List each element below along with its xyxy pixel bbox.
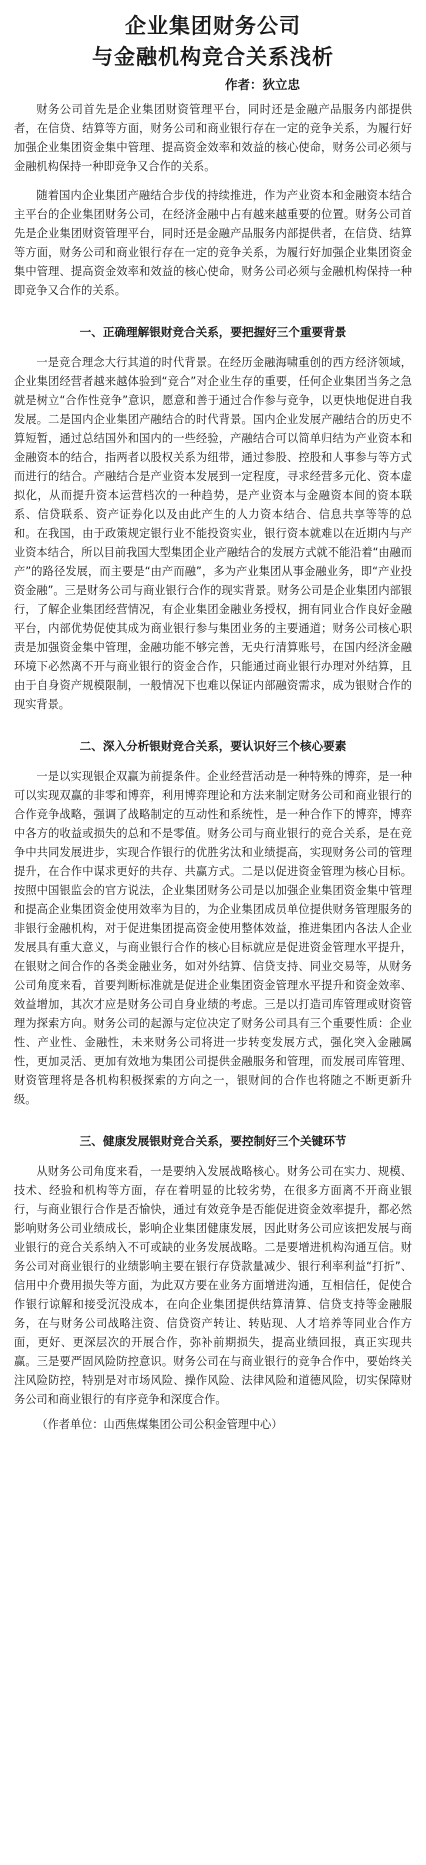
- abstract-paragraph: 财务公司首先是企业集团财资管理平台，同时还是金融产品服务内部提供者，在信贷、结算等方面，财务公司和商业银行存在一定的竞争关系，为履行好加强企业集团资金集中管理、提高资金效率和效益的核心使命，财务公司必须与金融机构保持一种即竞争又合作的关系。: [14, 103, 412, 173]
- section-1-heading: 一、正确理解银财竞合关系，要把握好三个重要背景: [79, 325, 347, 339]
- heading-gap: [14, 757, 412, 767]
- section-3-body: 从财务公司角度来看，一是要纳入发展战略核心。财务公司在实力、规模、技术、经验和机构等方面，存在着明显的比较劣势，在很多方面离不开商业银行，与商业银行合作是否愉快，通过有效竞争是否能促进资金效率提升，都必然影响财务公司业绩成长，影响企业集团健康发展，因此财务公司应该把发展与商业银行的竞合关系纳入不可或缺的业务发展战略。二是要增进机构沟通互信。财务公司对商业银行的业绩影响主要在银行存贷款量减少、银行利率利益“打折”、信用中介费用损失等方面，为此双方要在业务方面增进沟通，互相信任，促使合作银行谅解和接受沉没成本，在向企业集团提供结算清算、信贷支持等金融服务，在与财务公司战略注资、信贷资产转让、转贴现、人才培养等同业合作方面，更好、更深层次的开展合作，弥补前期损失，提高业绩回报，真正实现共赢。三是要严固风险防控意识。财务公司在与商业银行的竞争合作中，要始终关注风险防控，特别是对市场风险、操作风险、法律风险和道德风险，切实保障财务公司和商业银行的有序竞争和深度合作。: [14, 1165, 412, 1406]
- section-gap: [14, 300, 412, 322]
- article-title-line-2: 与金融机构竞合关系浅析: [92, 44, 334, 69]
- section-gap: [14, 714, 412, 736]
- section-3-heading: 三、健康发展银财竞合关系，要控制好三个关键环节: [79, 1134, 347, 1148]
- article-title-line-1: 企业集团财务公司: [125, 13, 301, 38]
- section-gap: [14, 1109, 412, 1131]
- section-1-body: 一是竞合理念大行其道的时代背景。在经历金融海啸重创的西方经济领域，企业集团经营者越来越体验到“竞合”对企业生存的重要，任何企业集团当务之急就是树立“合作性竞争”意识，愿意和善于通过合作参与竞争，以更快地促进自我发展。二是国内企业集团产融结合的时代背景。国内企业发展产融结合的历史不算短暂，通过总结国外和国内的一些经验，产融结合可以简单归结为产业资本和金融资本的结合，指两者以股权关系为纽带，通过参股、控股和人事参与等方式而进行的结合。产融结合是产业资本发展到一定程度，寻求经营多元化、资本虚拟化，从而提升资本运营档次的一种趋势，是产业资本与金融资本间的资本联系、信贷联系、资产证券化以及由此产生的人力资本结合、信息共享等等的总和。在我国，由于政策规定银行业不能投资实业，银行资本就难以在近期内与产业资本结合，所以目前我国大型集团企业产融结合的发展方式就不能沿着“由融而产”的路径发展，而主要是“由产而融”，多为产业集团从事金融业务，即“产业投资金融”。三是财务公司与商业银行合作的现实背景。财务公司是企业集团内部银行，了解企业集团经营情况，有企业集团金融业务授权，拥有同业合作良好金融平台，内部优势促使其成为商业银行参与集团业务的主要通道；财务公司核心职责是加强资金集中管理，金融功能不够完善，无央行清算账号，在国内经济金融环境下必然离不开与商业银行的资金合作，只能通过商业银行办理对外结算，且由于自身资产规模限制，一般情况下也难以保证内部融资需求，成为银财合作的现实背景。: [14, 356, 412, 711]
- section-2-body: 一是以实现银企双赢为前提条件。企业经营活动是一种特殊的博弈，是一种可以实现双赢的非零和博弈，利用博弈理论和方法来制定财务公司和商业银行的合作竞争战略，强调了战略制定的互动性和系统性，是一种合作下的博弈，博弈中各方的收益或损失的总和不是零值。财务公司与商业银行的竞合关系，是在竞争中共同发展进步，实现合作银行的优胜劣汰和业绩提高，实现财务公司的管理提升，在合作中谋求更好的共存、共赢方式。二是以促进资金管理为核心目标。按照中国银监会的官方说法，企业集团财务公司是以加强企业集团资金集中管理和提高企业集团资金使用效率为目的，为企业集团成员单位提供财务管理服务的非银行金融机构，对于促进集团提高资金使用整体效益，推进集团内各法人企业发展具有重大意义，与商业银行合作的核心目标就应是促进资金管理水平提升，在银财之间合作的各类金融业务，如对外结算、信贷支持、同业交易等，从财务公司角度来看，首要判断标准就是促进企业集团资金管理水平提升和资金效率、效益增加，其次才应是财务公司自身业绩的考虑。三是以打造司库管理或财资管理为探索方向。财务公司的起源与定位决定了财务公司具有三个重要性质：企业性、产业性、金融性，未来财务公司将进一步转变发展方式，强化突入金融属性，更加灵活、更加有效地为集团公司提供金融服务和管理，而发展司库管理、财资管理将是各机构积极探索的方向之一，银财间的合作也将随之不断更新升级。: [14, 770, 412, 1106]
- paragraph-gap: [14, 176, 412, 186]
- article-author: 作者：狄立忠: [224, 77, 300, 92]
- author-affiliation: （作者单位：山西焦煤集团公司公积金管理中心）: [36, 1418, 283, 1431]
- heading-gap: [14, 1152, 412, 1162]
- intro-paragraph: 随着国内企业集团产融结合步伐的持续推进，作为产业资本和金融资本结合主平台的企业集团财务公司，在经济金融中占有越来越重要的位置。财务公司首先是企业集团财资管理平台，同时还是金融产品服务内部提供者，在信贷、结算等方面，财务公司和商业银行存在一定的竞争关系，为履行好加强企业集团资金集中管理、提高资金效率和效益的核心使命，财务公司必须与金融机构保持一种即竞争又合作的关系。: [14, 189, 412, 297]
- heading-gap: [14, 343, 412, 353]
- section-2-heading: 二、深入分析银财竞合关系，要认识好三个核心要素: [79, 739, 347, 753]
